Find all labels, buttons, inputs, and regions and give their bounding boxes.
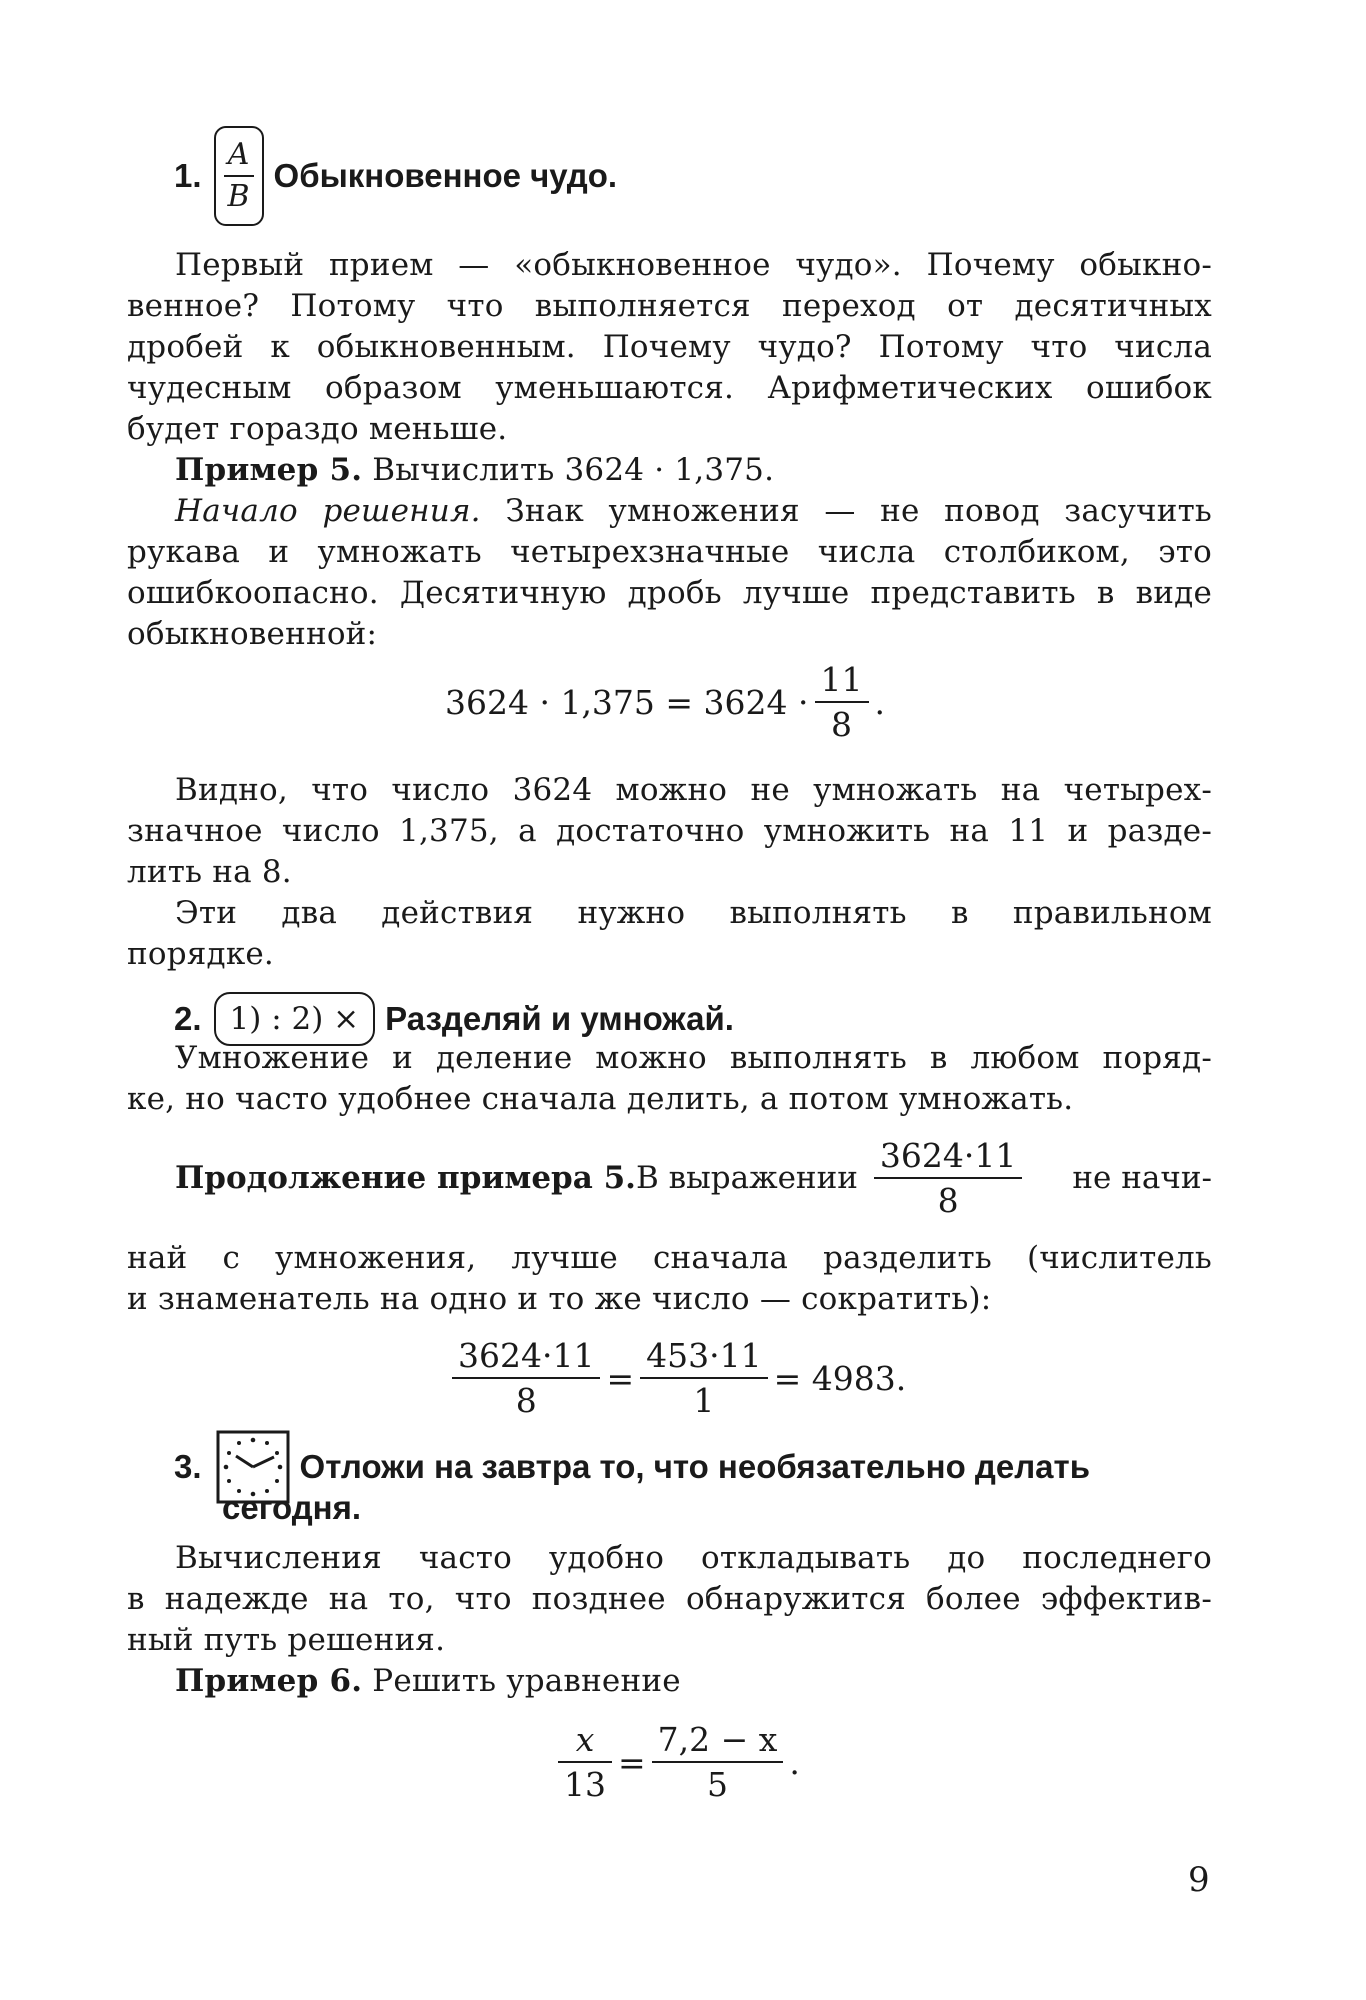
text-line: значное число 1,375, а достаточно умножить на 11 и разде- [127, 813, 1212, 849]
formula-2-fraction-2 [640, 1336, 767, 1420]
solution-start-label: Начало решения. [175, 493, 481, 529]
solution-start-line [127, 491, 1212, 532]
text-line: венное? Потому что выполняется переход от десятичных [127, 288, 1212, 324]
text-line: Эти два действия нужно выполнять в правильном [175, 895, 1212, 931]
formula-1-end: . [874, 682, 886, 722]
equals-sign: = [618, 1742, 646, 1782]
text-line: Вычисления часто удобно откладывать до последнего [175, 1540, 1212, 1576]
text-line: ке, но часто удобнее сначала делить, а потом умножать. [127, 1081, 1074, 1117]
formula-3 [552, 1720, 800, 1804]
example-5-text: Вычислить 3624 · 1,375. [362, 452, 775, 488]
section-3-title-line-2: сегодня. [222, 1489, 362, 1526]
fraction-numerator: 11 [820, 660, 863, 699]
formula-1 [445, 660, 885, 744]
text-line: Умножение и деление можно выполнять в любом поряд- [175, 1040, 1212, 1076]
fraction-denominator: 1 [693, 1381, 715, 1420]
continuation-line [175, 1130, 1212, 1226]
fraction-numerator: 453·11 [646, 1336, 762, 1375]
formula-3-end: . [789, 1742, 800, 1782]
example-6-line [127, 1661, 1212, 1702]
text-line: дробей к обыкновенным. Почему чудо? Потому что числа [127, 329, 1212, 365]
formula-1-fraction [815, 660, 869, 744]
section-1-number: 1. [174, 157, 202, 194]
text-line: в надежде на то, что позднее обнаружится более эффектив- [127, 1581, 1212, 1617]
fraction-numerator: 7,2 − x [657, 1720, 778, 1759]
fraction-denominator: 8 [831, 705, 853, 744]
formula-3-fraction-1 [558, 1720, 612, 1804]
fraction-denominator: 8 [937, 1181, 959, 1220]
text-line: рукава и умножать четырехзначные числа столбиком, это [127, 534, 1212, 570]
equals-sign: = [606, 1358, 635, 1398]
fraction-numerator: 3624·11 [458, 1336, 595, 1375]
page-number: 9 [1188, 1860, 1210, 1900]
text-line: будет гораздо меньше. [127, 411, 508, 447]
paragraph-5 [127, 1238, 1212, 1320]
section-3-title-line-1: Отложи на завтра то, что необязательно делать [299, 1448, 1090, 1485]
section-3-heading [174, 1430, 1214, 1528]
icon-bottom-letter: B [227, 179, 250, 214]
paragraph-2 [127, 770, 1212, 975]
text-line: Первый прием — «обыкновенное чудо». Почему обыкно- [175, 247, 1212, 283]
fraction-denominator: 5 [707, 1765, 729, 1804]
formula-2-fraction-1 [452, 1336, 600, 1420]
example-5-line [127, 450, 1212, 491]
section-2-number: 2. [174, 1000, 202, 1037]
section-2-title: Разделяй и умножай. [385, 1000, 734, 1037]
example-5-label: Пример 5. [175, 452, 363, 488]
section-1-title: Обыкновенное чудо. [273, 157, 618, 194]
formula-1-left: 3624 · 1,375 = 3624 · [445, 682, 809, 722]
fraction-numerator: x [575, 1720, 595, 1759]
icon-top-letter: A [227, 137, 250, 172]
section-1-heading [174, 126, 617, 226]
text-line: и знаменатель на одно и то же число — сократить): [127, 1281, 992, 1317]
text-line: чудесным образом уменьшаются. Арифметических ошибок [127, 370, 1212, 406]
continuation-label: Продолжение примера 5. [175, 1160, 636, 1196]
example-6-text: Решить уравнение [362, 1663, 681, 1699]
icon-text: 1) : 2) × [229, 1001, 360, 1037]
text-line: порядке. [127, 936, 274, 972]
continuation-after: не начи- [1072, 1160, 1212, 1196]
text-line: лить на 8. [127, 854, 292, 890]
paragraph-4 [127, 1038, 1212, 1120]
formula-3-fraction-2 [652, 1720, 784, 1804]
text-line: най с умножения, лучше сначала разделить (числитель [127, 1240, 1212, 1276]
fraction-numerator: 3624·11 [879, 1136, 1017, 1175]
continuation-text: В выражении [635, 1160, 858, 1196]
text-line: Видно, что число 3624 можно не умножать на четырех- [175, 772, 1212, 808]
fraction-denominator: 13 [564, 1765, 606, 1804]
text-line: ный путь решения. [127, 1622, 446, 1658]
fraction-denominator: 8 [515, 1381, 537, 1420]
text-line: ошибкоопасно. Десятичную дробь лучше представить в виде [127, 575, 1212, 611]
solution-start-text: Знак умножения — не повод засучить [480, 493, 1212, 529]
formula-2-result: = 4983. [773, 1358, 907, 1398]
paragraph-6 [127, 1538, 1212, 1702]
fraction-ab-icon [214, 126, 264, 226]
example-6-label: Пример 6. [175, 1663, 363, 1699]
section-3-number: 3. [174, 1448, 202, 1485]
paragraph-1 [127, 245, 1212, 655]
continuation-fraction [874, 1136, 1022, 1220]
formula-2 [446, 1336, 906, 1420]
text-line: обыкновенной: [127, 616, 378, 652]
